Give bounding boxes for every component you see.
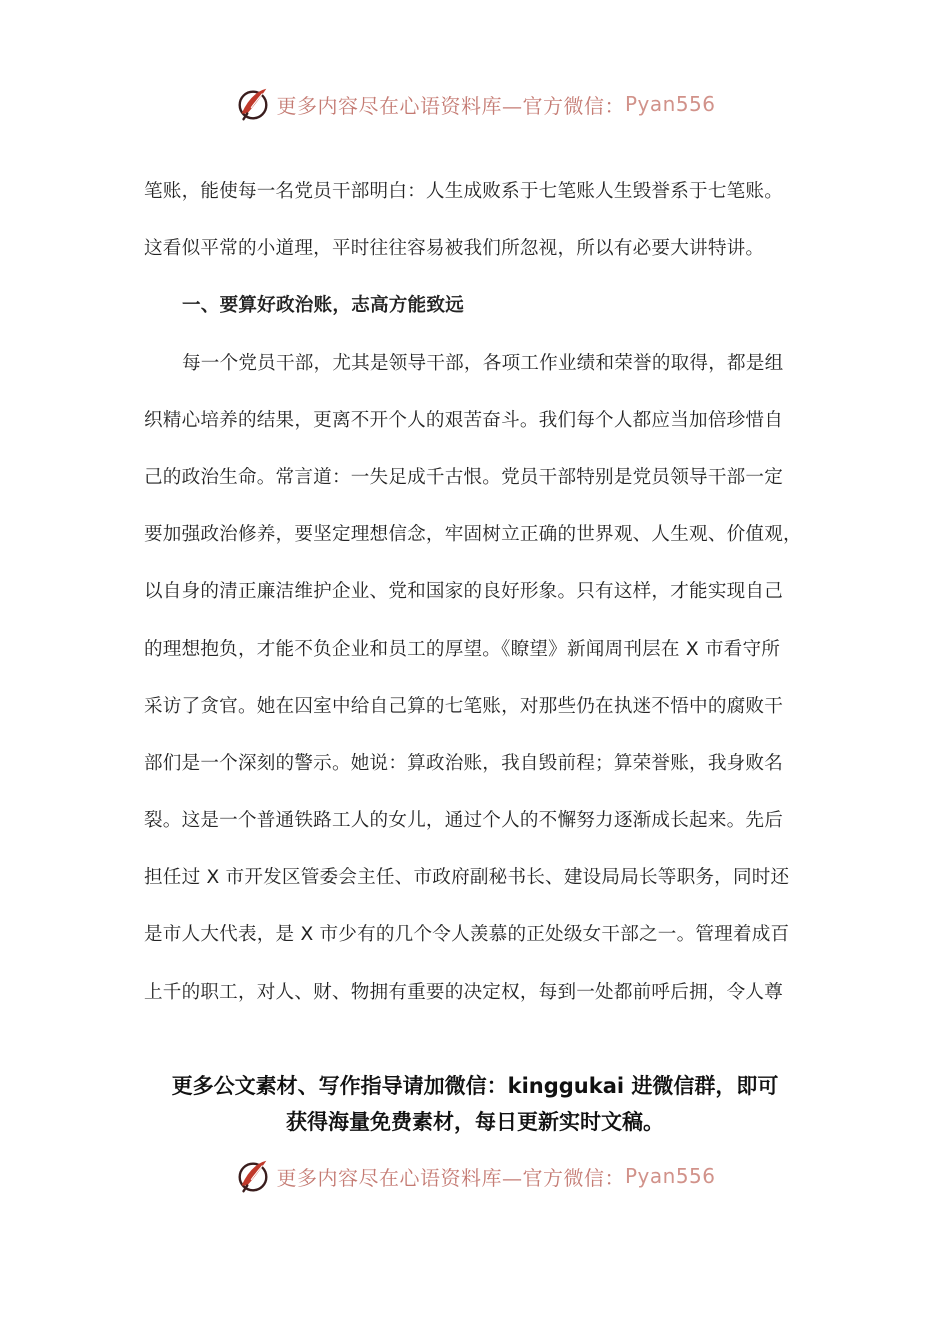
footer-note-line: 获得海量免费素材，每日更新实时文稿。 (286, 1110, 664, 1134)
pen-logo-icon (234, 1157, 272, 1195)
document-body (144, 170, 808, 1028)
banner-text: 更多内容尽在心语资料库—官方微信： (276, 93, 625, 118)
text-line: 己的政治生命。常言道：一失足成千古恨。党员干部特别是党员领导干部一定 (144, 466, 783, 488)
text-line: 以自身的清正廉洁维护企业、党和国家的良好形象。只有这样，才能实现自己 (144, 581, 783, 603)
wechat-id: Pyan556 (624, 1164, 716, 1188)
header-banner (0, 82, 950, 126)
text-line: 上千的职工，对人、财、物拥有重要的决定权，每到一处都前呼后拥，令人尊 (144, 981, 783, 1003)
text-line: 这看似平常的小道理，平时往往容易被我们所忽视，所以有必要大讲特讲。 (144, 238, 765, 260)
footer-promo-note (120, 1068, 830, 1140)
text-line: 的理想抱负，才能不负企业和员工的厚望。《瞭望》新闻周刊层在 X 市看守所 (144, 638, 781, 660)
text-line: 每一个党员干部，尤其是领导干部，各项工作业绩和荣誉的取得，都是组 (182, 352, 784, 374)
text-line: 是市人大代表，是 X 市少有的几个令人羡慕的正处级女干部之一。管理着成百 (144, 924, 790, 946)
text-line: 要加强政治修养，要坚定理想信念，牢固树立正确的世界观、人生观、价值观， (144, 524, 802, 546)
text-line: 裂。这是一个普通铁路工人的女儿，通过个人的不懈努力逐渐成长起来。先后 (144, 810, 783, 832)
text-line: 部们是一个深刻的警示。她说：算政治账，我自毁前程；算荣誉账，我身败名 (144, 752, 783, 774)
text-line: 采访了贪官。她在囚室中给自己算的七笔账，对那些仍在执迷不悟中的腐败干 (144, 695, 783, 717)
wechat-id: Pyan556 (624, 92, 716, 116)
section-heading: 一、要算好政治账，志高方能致远 (182, 295, 464, 317)
text-line: 笔账，能使每一名党员干部明白：人生成败系于七笔账人生毁誉系于七笔账。 (144, 181, 783, 202)
footer-note-line: 更多公文素材、写作指导请加微信：kinggukai 进微信群，即可 (171, 1074, 779, 1098)
banner-text: 更多内容尽在心语资料库—官方微信： (276, 1165, 625, 1190)
text-line: 担任过 X 市开发区管委会主任、市政府副秘书长、建设局局长等职务，同时还 (144, 867, 790, 889)
text-line: 织精心培养的结果，更离不开个人的艰苦奋斗。我们每个人都应当加倍珍惜自 (144, 409, 783, 431)
pen-logo-icon (234, 85, 272, 123)
footer-banner (0, 1154, 950, 1198)
